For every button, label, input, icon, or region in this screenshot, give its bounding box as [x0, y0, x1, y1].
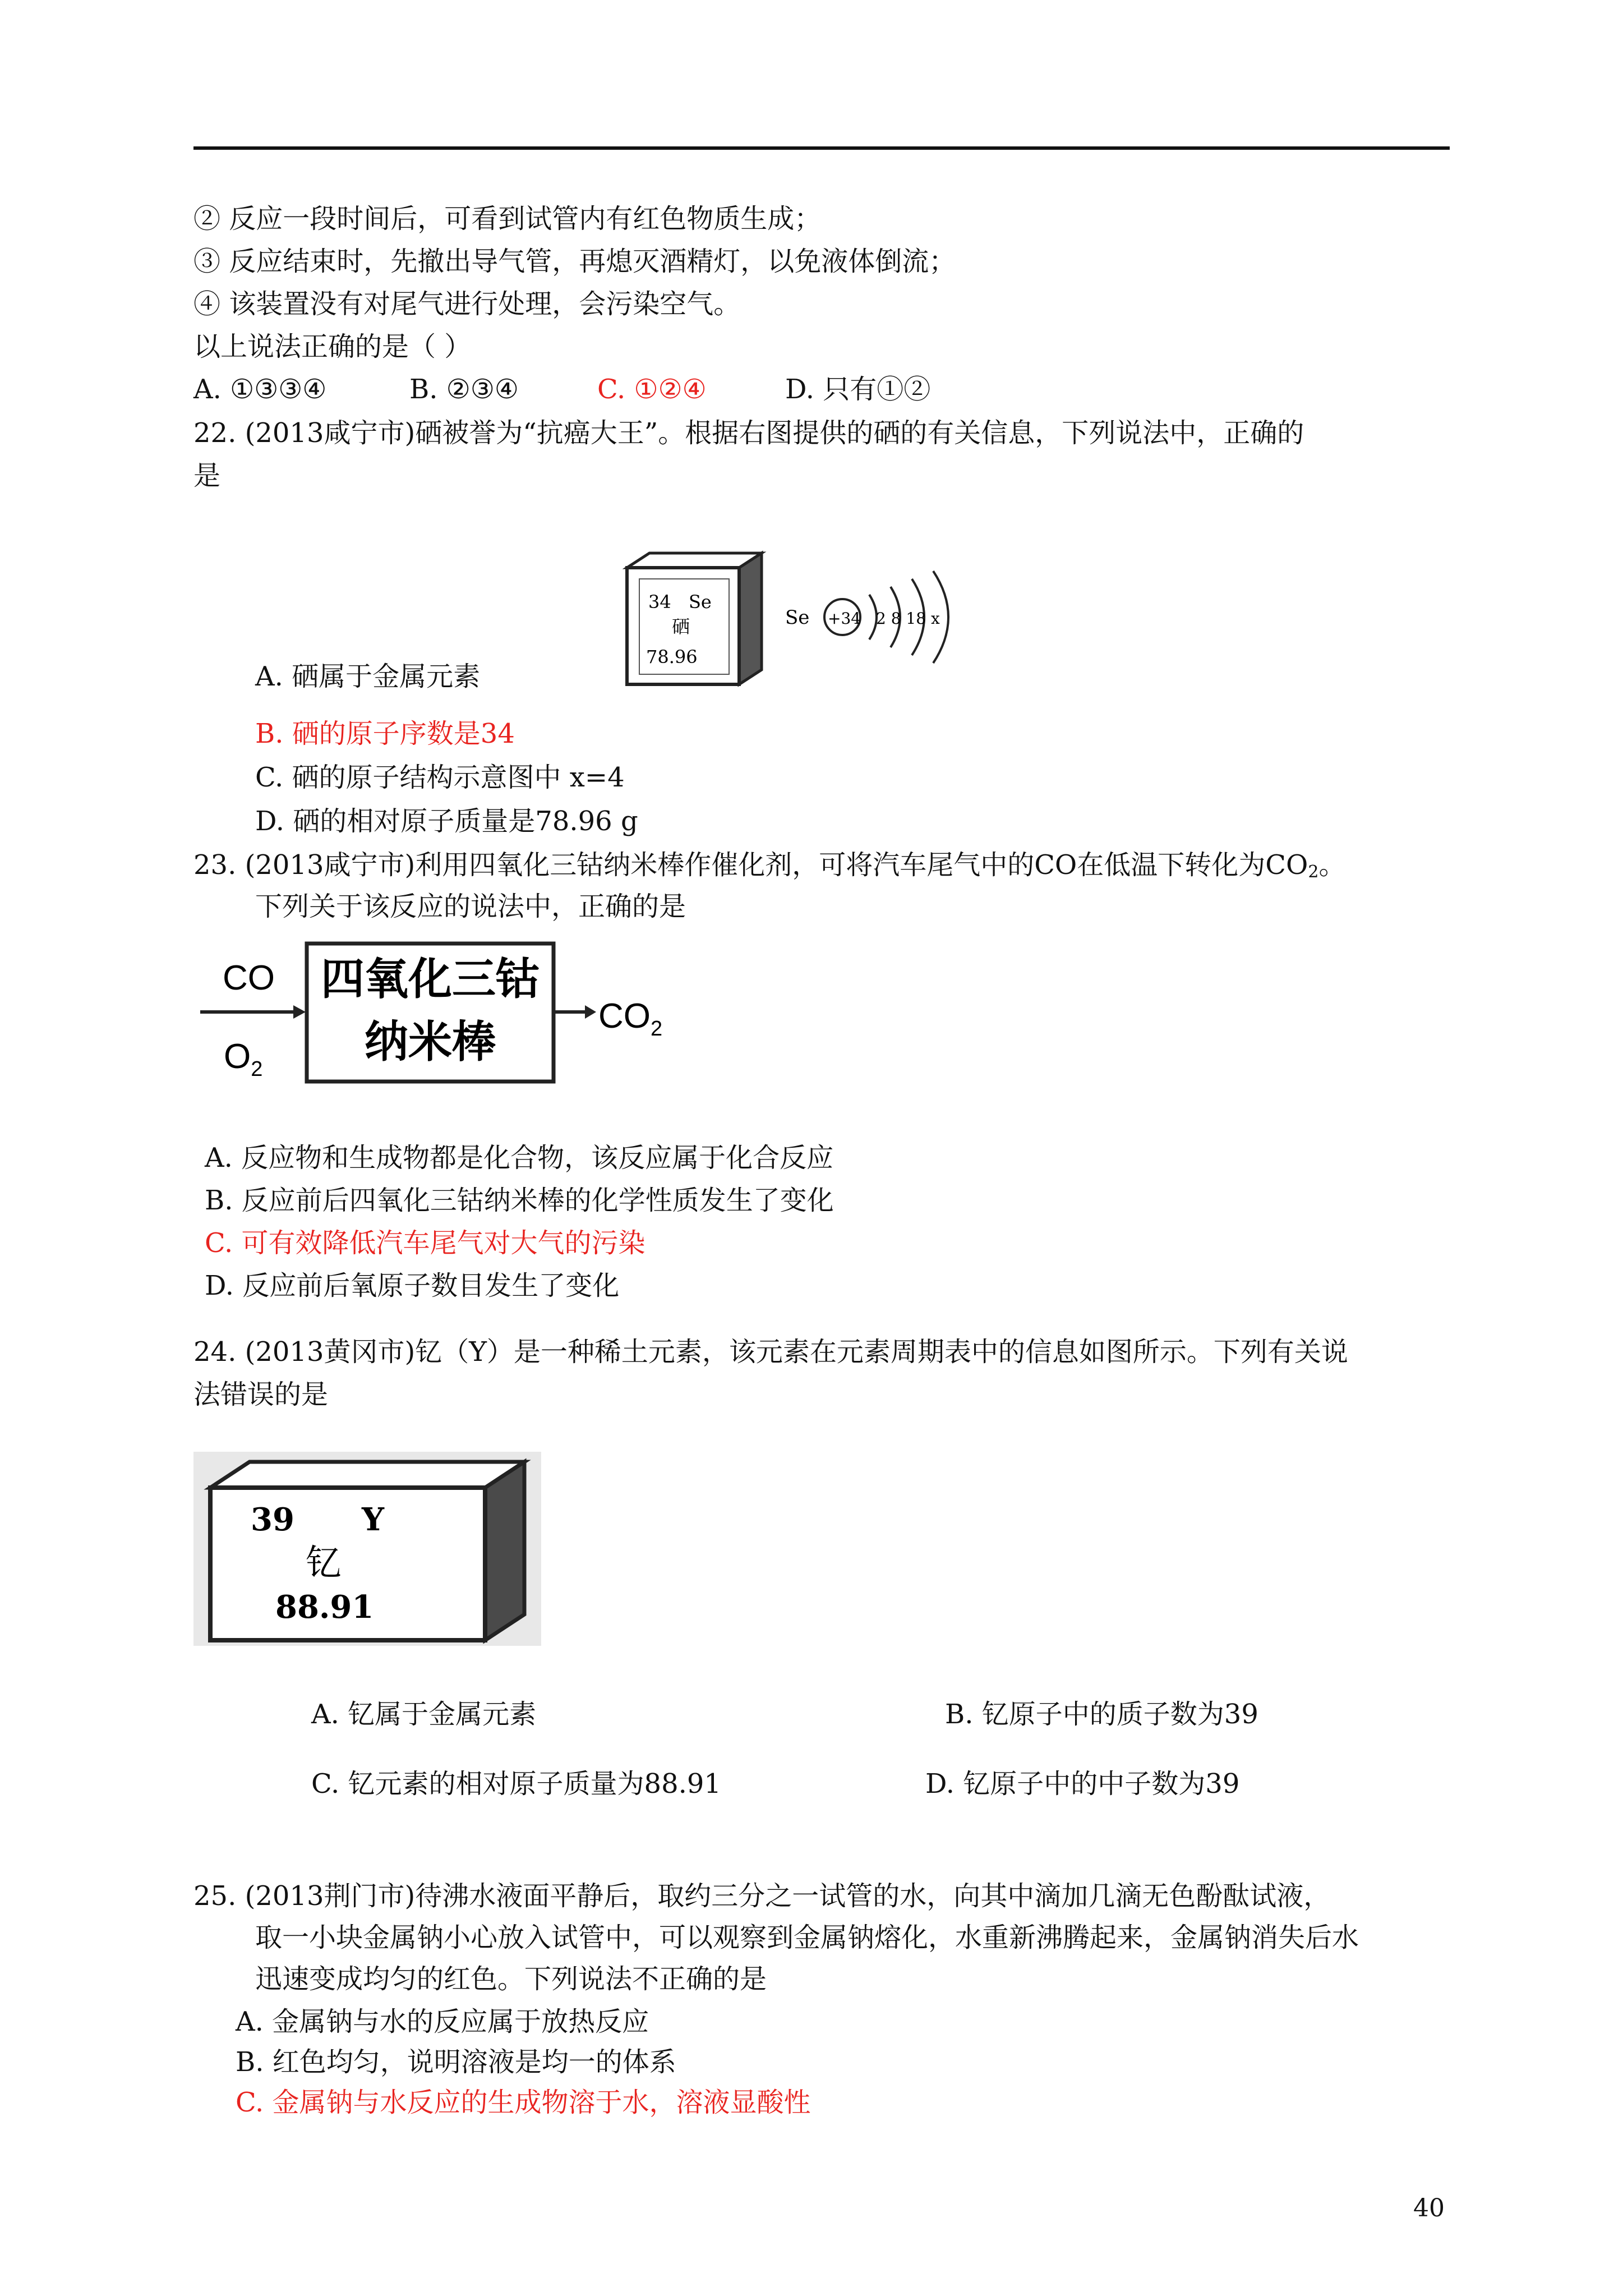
q23-stem-text: 23. (2013咸宁市)利用四氧化三钴纳米棒作催化剂，可将汽车尾气中的CO在低温下转化为CO — [193, 849, 1308, 881]
q23-option-c: C. 可有效降低汽车尾气对大气的污染 — [205, 1227, 645, 1259]
catalyst-name-line2: 纳米棒 — [364, 1017, 496, 1068]
q25-stem-line1: 25. (2013荆门市)待沸水液面平静后，取约三分之一试管的水，向其中滴加几滴无色酚酞试液， — [193, 1880, 1331, 1912]
q22-stem-line2: 是 — [193, 460, 221, 491]
selenium-figure — [623, 550, 981, 690]
q22-stem-line1: 22. (2013咸宁市)硒被誉为“抗癌大王”。根据右图提供的硒的有关信息，下列说法中，正确的 — [193, 417, 1304, 449]
q21-item-2: ② 反应一段时间后，可看到试管内有红色物质生成； — [193, 203, 822, 234]
q23-stem-end: 。 — [1318, 849, 1346, 881]
q23-stem-subscript: 2 — [1308, 862, 1319, 882]
q23-option-d: D. 反应前后氧原子数目发生了变化 — [205, 1270, 620, 1301]
selenium-symbol: Se — [689, 591, 712, 613]
selenium-number: 34 — [648, 591, 671, 613]
selenium-cell-and-atom-diagram — [623, 550, 981, 690]
selenium-name: 硒 — [672, 616, 690, 637]
q23-stem-line1 — [193, 848, 1345, 889]
q21-option-d: D. 只有①② — [785, 374, 931, 405]
catalyst-name-line1: 四氧化三钴 — [320, 954, 540, 1005]
q25-stem-line2: 取一小块金属钠小心放入试管中，可以观察到金属钠熔化，水重新沸腾起来，金属钠消失后水 — [255, 1922, 1359, 1953]
q25-option-a: A. 金属钠与水的反应属于放热反应 — [236, 2006, 649, 2037]
yttrium-mass: 88.91 — [275, 1589, 374, 1626]
yttrium-cell-diagram — [193, 1452, 541, 1646]
q21-option-a: A. ①③③④ — [193, 374, 327, 405]
yttrium-name: 钇 — [306, 1543, 342, 1584]
q22-option-b: B. 硒的原子序数是34 — [255, 718, 515, 749]
q21-prompt: 以上说法正确的是（ ） — [193, 331, 472, 362]
q24-stem-line1: 24. (2013黄冈市)钇（Y）是一种稀土元素，该元素在元素周期表中的信息如图所示。下列有关说 — [193, 1336, 1348, 1368]
selenium-mass: 78.96 — [646, 646, 698, 668]
atom-symbol: Se — [785, 606, 810, 629]
q24-option-d: D. 钇原子中的中子数为39 — [925, 1768, 1240, 1800]
q23-option-a: A. 反应物和生成物都是化合物，该反应属于化合反应 — [205, 1142, 834, 1174]
page-number: 40 — [1413, 2194, 1445, 2223]
q21-option-c: C. ①②④ — [597, 374, 707, 405]
q22-option-d: D. 硒的相对原子质量是78.96 g — [255, 806, 638, 837]
q22-option-c: C. 硒的原子结构示意图中 x=4 — [255, 762, 625, 793]
reactant-co: CO — [223, 959, 275, 997]
q25-stem-line3: 迅速变成均匀的红色。下列说法不正确的是 — [255, 1963, 767, 1995]
product-co2: $CO_2$ — [598, 997, 663, 1041]
q23-option-b: B. 反应前后四氧化三钴纳米棒的化学性质发生了变化 — [205, 1185, 834, 1216]
q24-option-b: B. 钇原子中的质子数为39 — [945, 1699, 1258, 1730]
q24-option-a: A. 钇属于金属元素 — [311, 1699, 537, 1730]
q24-stem-line2: 法错误的是 — [193, 1379, 329, 1410]
q24-option-c: C. 钇元素的相对原子质量为88.91 — [311, 1768, 721, 1800]
q23-stem-line2: 下列关于该反应的说法中，正确的是 — [255, 891, 686, 922]
q22-option-a: A. 硒属于金属元素 — [255, 661, 481, 692]
yttrium-number: 39 — [251, 1501, 294, 1538]
yttrium-figure — [193, 1452, 541, 1646]
header-rule — [193, 146, 1450, 150]
catalyst-reaction-figure — [199, 938, 693, 1089]
yttrium-symbol: Y — [362, 1501, 384, 1538]
q25-option-b: B. 红色均匀，说明溶液是均一的体系 — [236, 2046, 676, 2078]
electron-shells: 2 8 18 x — [876, 609, 940, 628]
q21-item-3: ③ 反应结束时，先撤出导气管，再熄灭酒精灯，以免液体倒流； — [193, 246, 956, 277]
q25-option-c: C. 金属钠与水反应的生成物溶于水，溶液显酸性 — [236, 2087, 811, 2118]
nucleus-charge: +34 — [828, 609, 861, 628]
reactant-o2: $O_2$ — [224, 1037, 263, 1081]
q21-option-b: B. ②③④ — [409, 374, 519, 405]
catalyst-reaction-diagram — [199, 938, 693, 1089]
q21-item-4: ④ 该装置没有对尾气进行处理，会污染空气。 — [193, 288, 741, 320]
